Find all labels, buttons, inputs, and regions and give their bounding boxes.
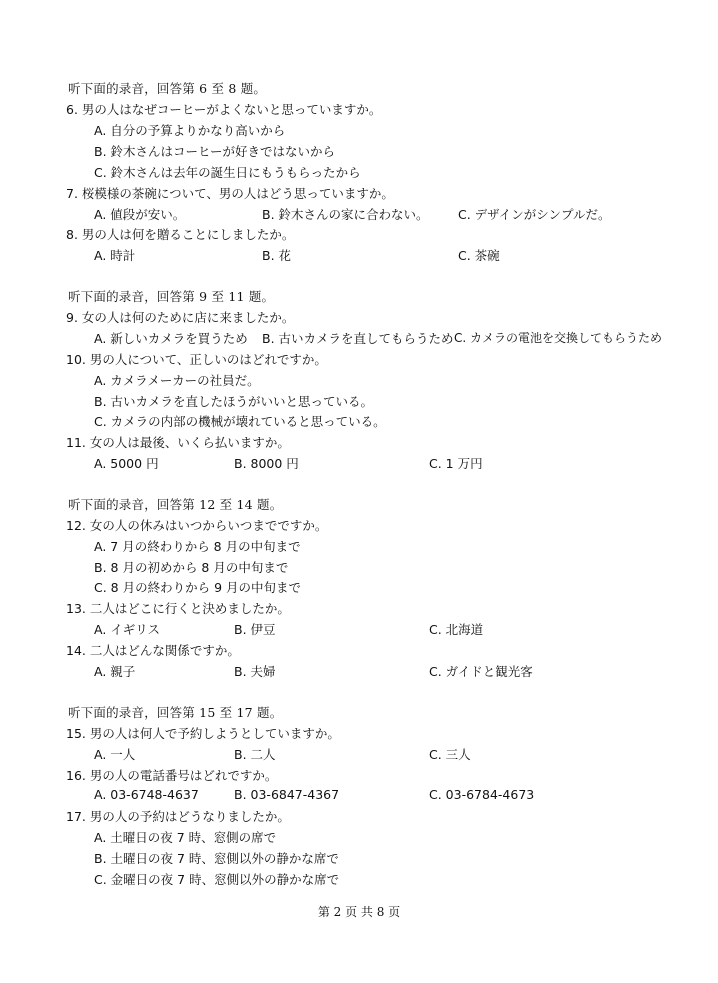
option-8c: C. 茶碗 [458,248,500,263]
option-14b: B. 夫婦 [234,664,276,679]
section-intro: 听下面的录音，回答第 9 至 11 题。 [68,289,275,304]
option-11c: C. 1 万円 [429,456,483,471]
option-10c: C. カメラの内部の機械が壊れていると思っている。 [94,414,386,429]
question-10: 10. 男の人について、正しいのはどれですか。 [66,352,327,367]
option-9c: C. カメラの電池を交換してもらうため [454,331,663,345]
section-intro: 听下面的录音，回答第 6 至 8 题。 [68,81,267,96]
option-17b: B. 土曜日の夜 7 時、窓側以外の静かな席で [94,851,339,866]
option-12c: C. 8 月の終わりから 9 月の中旬まで [94,580,302,595]
question-11: 11. 女の人は最後、いくら払いますか。 [66,435,290,450]
question-13: 13. 二人はどこに行くと決めましたか。 [66,601,290,616]
option-16b: B. 03-6847-4367 [234,787,340,802]
option-10a: A. カメラメーカーの社員だ。 [94,373,260,388]
option-13a: A. イギリス [94,622,161,637]
option-15c: C. 三人 [429,747,471,762]
option-16c: C. 03-6784-4673 [429,787,535,802]
option-9b: B. 古いカメラを直してもらうため [262,331,454,346]
option-14c: C. ガイドと観光客 [429,664,533,679]
option-7b: B. 鈴木さんの家に合わない。 [262,207,429,222]
option-8b: B. 花 [262,248,292,263]
page-footer: 第 2 页 共 8 页 [317,905,401,919]
section-intro: 听下面的录音，回答第 15 至 17 题。 [68,705,283,720]
question-14: 14. 二人はどんな関係ですか。 [66,643,240,658]
option-15b: B. 二人 [234,747,276,762]
option-15a: A. 一人 [94,747,136,762]
option-6c: C. 鈴木さんは去年の誕生日にもうもらったから [94,165,361,180]
option-13c: C. 北海道 [429,622,484,637]
question-17: 17. 男の人の予約はどうなりましたか。 [66,809,290,824]
question-6: 6. 男の人はなぜコーヒーがよくないと思っていますか。 [66,102,382,117]
option-9a: A. 新しいカメラを買うため [94,331,248,346]
option-12a: A. 7 月の終わりから 8 月の中旬まで [94,539,301,554]
question-16: 16. 男の人の電話番号はどれですか。 [66,768,278,783]
option-11a: A. 5000 円 [94,456,159,471]
option-12b: B. 8 月の初めから 8 月の中旬まで [94,560,289,575]
option-14a: A. 親子 [94,664,136,679]
question-12: 12. 女の人の休みはいつからいつまでですか。 [66,518,328,533]
question-15: 15. 男の人は何人で予約しようとしていますか。 [66,726,340,741]
option-16a: A. 03-6748-4637 [94,787,199,802]
option-17c: C. 金曜日の夜 7 時、窓側以外の静かな席で [94,872,340,887]
option-17a: A. 土曜日の夜 7 時、窓側の席で [94,830,277,845]
question-8: 8. 男の人は何を贈ることにしましたか。 [66,227,295,242]
option-6a: A. 自分の予算よりかなり高いから [94,123,286,138]
section-intro: 听下面的录音，回答第 12 至 14 题。 [68,497,283,512]
option-10b: B. 古いカメラを直したほうがいいと思っている。 [94,394,374,409]
option-6b: B. 鈴木さんはコーヒーが好きではないから [94,144,336,159]
option-13b: B. 伊豆 [234,622,276,637]
option-7c: C. デザインがシンプルだ。 [458,207,611,222]
question-9: 9. 女の人は何のために店に来ましたか。 [66,310,295,325]
option-11b: B. 8000 円 [234,456,299,471]
option-8a: A. 時計 [94,248,136,263]
question-7: 7. 桜模様の茶碗について、男の人はどう思っていますか。 [66,186,394,201]
option-7a: A. 値段が安い。 [94,207,186,222]
